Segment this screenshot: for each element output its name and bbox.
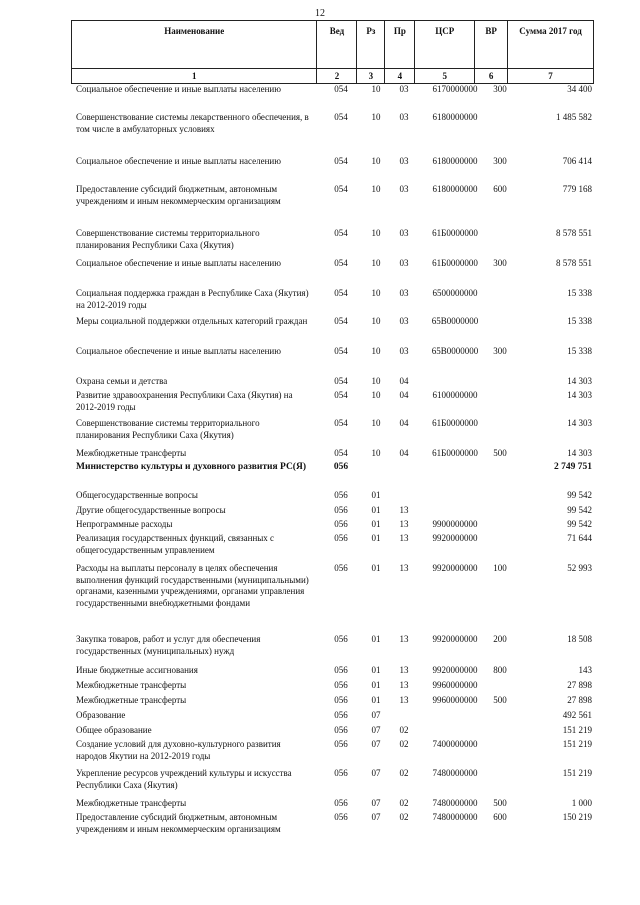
cell-pr: 13 (399, 505, 409, 515)
cell-sum: 779 168 (562, 184, 592, 194)
cell-ved: 056 (334, 695, 348, 705)
cell-vr: 300 (493, 346, 507, 356)
cell-ved: 054 (334, 288, 348, 298)
cell-sum: 27 898 (567, 695, 592, 705)
cell-sum: 2 749 751 (554, 462, 592, 472)
cell-pr: 02 (399, 768, 409, 778)
cell-rz: 10 (371, 258, 381, 268)
cell-sum: 14 303 (567, 376, 592, 386)
cell-name: Межбюджетные трансферты (76, 798, 187, 808)
cell-name: Министерство культуры и духовного развития РС(Я) (76, 462, 306, 472)
cell-csr: 61Б0000000 (432, 258, 478, 268)
cell-ved: 054 (334, 156, 348, 166)
col-number-1: 1 (72, 69, 317, 84)
cell-rz: 01 (371, 680, 381, 690)
cell-ved: 054 (334, 390, 348, 400)
cell-sum: 71 644 (567, 533, 592, 543)
cell-rz: 10 (371, 346, 381, 356)
cell-name: Непрограммные расходы (76, 519, 173, 529)
cell-name: Общее образование (76, 725, 152, 735)
cell-pr: 03 (399, 346, 409, 356)
cell-sum: 151 219 (562, 768, 592, 778)
cell-sum: 151 219 (562, 725, 592, 735)
cell-sum: 15 338 (567, 316, 592, 326)
cell-ved: 054 (334, 184, 348, 194)
col-header-name: Наименование (72, 21, 317, 69)
page-number: 12 (315, 8, 325, 19)
cell-sum: 1 000 (571, 798, 592, 808)
cell-csr: 7480000000 (432, 798, 478, 808)
cell-ved: 056 (334, 519, 348, 529)
col-number-5: 5 (415, 69, 475, 84)
cell-sum: 15 338 (567, 288, 592, 298)
cell-name: Совершенствование системы территориального планирования Республики Саха (Якутия) (76, 228, 260, 250)
cell-name: Расходы на выплаты персоналу в целях обеспечения выполнения функций государственными (муниципальными) органами, казенными учреждениями, органами управления государственными внебюджетными фондами (76, 563, 309, 608)
cell-ved: 056 (334, 680, 348, 690)
cell-name: Общегосударственные вопросы (76, 490, 198, 500)
cell-rz: 10 (371, 376, 381, 386)
cell-ved: 054 (334, 418, 348, 428)
cell-csr: 61Б0000000 (432, 418, 478, 428)
col-number-4: 4 (385, 69, 415, 84)
cell-ved: 056 (334, 634, 348, 644)
cell-ved: 056 (334, 739, 348, 749)
cell-rz: 07 (371, 739, 381, 749)
cell-ved: 054 (334, 84, 348, 94)
cell-csr: 9920000000 (432, 665, 478, 675)
cell-ved: 054 (334, 448, 348, 458)
cell-name: Совершенствование системы лекарственного обеспечения, в том числе в амбулаторных условиях (76, 112, 309, 134)
col-number-3: 3 (357, 69, 385, 84)
cell-ved: 054 (334, 316, 348, 326)
cell-vr: 500 (493, 448, 507, 458)
cell-vr: 200 (493, 634, 507, 644)
cell-name: Закупка товаров, работ и услуг для обеспечения государственных (муниципальных) нужд (76, 634, 261, 656)
cell-ved: 056 (334, 768, 348, 778)
cell-rz: 10 (371, 448, 381, 458)
cell-name: Социальное обеспечение и иные выплаты населению (76, 156, 281, 166)
col-number-2: 2 (317, 69, 357, 84)
cell-sum: 143 (578, 665, 592, 675)
cell-sum: 14 303 (567, 418, 592, 428)
cell-csr: 9900000000 (432, 519, 478, 529)
cell-ved: 056 (334, 490, 348, 500)
cell-ved: 054 (334, 112, 348, 122)
cell-name: Охрана семьи и детства (76, 376, 168, 386)
cell-csr: 9960000000 (432, 680, 478, 690)
cell-ved: 056 (334, 812, 348, 822)
col-number-6: 6 (475, 69, 508, 84)
cell-csr: 6180000000 (432, 184, 478, 194)
cell-pr: 13 (399, 665, 409, 675)
cell-csr: 6100000000 (432, 390, 478, 400)
cell-vr: 300 (493, 258, 507, 268)
cell-rz: 01 (371, 533, 381, 543)
cell-sum: 150 219 (562, 812, 592, 822)
cell-sum: 15 338 (567, 346, 592, 356)
cell-pr: 13 (399, 563, 409, 573)
cell-rz: 10 (371, 112, 381, 122)
cell-rz: 01 (371, 519, 381, 529)
cell-rz: 01 (371, 695, 381, 705)
cell-rz: 10 (371, 418, 381, 428)
cell-pr: 02 (399, 739, 409, 749)
cell-csr: 6500000000 (432, 288, 478, 298)
cell-sum: 492 561 (562, 710, 592, 720)
cell-name: Межбюджетные трансферты (76, 448, 187, 458)
cell-pr: 03 (399, 288, 409, 298)
cell-pr: 03 (399, 112, 409, 122)
cell-rz: 01 (371, 665, 381, 675)
cell-pr: 03 (399, 156, 409, 166)
cell-rz: 10 (371, 288, 381, 298)
cell-csr: 7480000000 (432, 812, 478, 822)
cell-rz: 01 (371, 563, 381, 573)
cell-csr: 9960000000 (432, 695, 478, 705)
cell-name: Совершенствование системы территориального планирования Республики Саха (Якутия) (76, 418, 260, 440)
cell-sum: 8 578 551 (556, 258, 592, 268)
cell-rz: 10 (371, 156, 381, 166)
cell-pr: 13 (399, 634, 409, 644)
cell-vr: 800 (493, 665, 507, 675)
cell-pr: 04 (399, 376, 409, 386)
cell-name: Межбюджетные трансферты (76, 680, 187, 690)
cell-sum: 52 993 (567, 563, 592, 573)
cell-sum: 27 898 (567, 680, 592, 690)
cell-csr: 65В0000000 (431, 316, 479, 326)
cell-rz: 01 (371, 505, 381, 515)
col-number-7: 7 (508, 69, 594, 84)
cell-csr: 9920000000 (432, 533, 478, 543)
cell-csr: 61Б0000000 (432, 228, 478, 238)
col-header-ved: Вед (317, 21, 357, 69)
cell-vr: 600 (493, 812, 507, 822)
cell-vr: 500 (493, 798, 507, 808)
cell-pr: 02 (399, 725, 409, 735)
cell-csr: 9920000000 (432, 563, 478, 573)
cell-pr: 03 (399, 228, 409, 238)
cell-rz: 07 (371, 812, 381, 822)
col-header-csr: ЦСР (415, 21, 475, 69)
col-header-vr: ВР (475, 21, 508, 69)
cell-ved: 056 (334, 710, 348, 720)
cell-rz: 01 (371, 634, 381, 644)
cell-sum: 99 542 (567, 505, 592, 515)
cell-ved: 056 (334, 725, 348, 735)
cell-ved: 056 (333, 462, 349, 472)
cell-vr: 500 (493, 695, 507, 705)
cell-pr: 04 (399, 418, 409, 428)
cell-rz: 07 (371, 710, 381, 720)
cell-sum: 8 578 551 (556, 228, 592, 238)
cell-name: Предоставление субсидий бюджетным, автономным учреждениям и иным некоммерческим организациям (76, 184, 281, 206)
cell-csr: 6170000000 (432, 84, 478, 94)
cell-name: Укрепление ресурсов учреждений культуры и искусства Республики Саха (Якутия) (76, 768, 292, 790)
cell-sum: 151 219 (562, 739, 592, 749)
cell-name: Предоставление субсидий бюджетным, автономным учреждениям и иным некоммерческим организациям (76, 812, 281, 834)
cell-vr: 300 (493, 84, 507, 94)
cell-sum: 99 542 (567, 490, 592, 500)
cell-name: Социальное обеспечение и иные выплаты населению (76, 346, 281, 356)
cell-csr: 7400000000 (432, 739, 478, 749)
cell-ved: 056 (334, 563, 348, 573)
cell-vr: 600 (493, 184, 507, 194)
cell-pr: 13 (399, 680, 409, 690)
cell-ved: 054 (334, 346, 348, 356)
cell-sum: 706 414 (562, 156, 592, 166)
cell-name: Иные бюджетные ассигнования (76, 665, 198, 675)
col-header-pr: Пр (385, 21, 415, 69)
cell-name: Создание условий для духовно-культурного развития народов Якутии на 2012-2019 годы (76, 739, 281, 761)
cell-pr: 02 (399, 812, 409, 822)
col-header-rz: Рз (357, 21, 385, 69)
cell-rz: 10 (371, 390, 381, 400)
cell-ved: 056 (334, 798, 348, 808)
cell-ved: 054 (334, 376, 348, 386)
col-header-sum: Сумма 2017 год (508, 21, 594, 69)
cell-rz: 10 (371, 316, 381, 326)
cell-name: Межбюджетные трансферты (76, 695, 187, 705)
cell-sum: 18 508 (567, 634, 592, 644)
cell-name: Социальное обеспечение и иные выплаты населению (76, 84, 281, 94)
cell-ved: 054 (334, 258, 348, 268)
cell-sum: 34 400 (567, 84, 592, 94)
cell-pr: 03 (399, 258, 409, 268)
cell-name: Развитие здравоохранения Республики Саха (Якутия) на 2012-2019 годы (76, 390, 293, 412)
cell-rz: 01 (371, 490, 381, 500)
cell-sum: 14 303 (567, 390, 592, 400)
cell-vr: 300 (493, 156, 507, 166)
cell-csr: 65В0000000 (431, 346, 479, 356)
cell-rz: 10 (371, 84, 381, 94)
cell-ved: 056 (334, 505, 348, 515)
cell-sum: 99 542 (567, 519, 592, 529)
cell-rz: 10 (371, 228, 381, 238)
cell-ved: 056 (334, 533, 348, 543)
cell-name: Меры социальной поддержки отдельных категорий граждан (76, 316, 308, 326)
cell-name: Реализация государственных функций, связанных с общегосударственным управлением (76, 533, 275, 555)
cell-pr: 03 (399, 184, 409, 194)
cell-sum: 14 303 (567, 448, 592, 458)
cell-ved: 056 (334, 665, 348, 675)
cell-ved: 054 (334, 228, 348, 238)
cell-pr: 13 (399, 695, 409, 705)
cell-csr: 61Б0000000 (432, 448, 478, 458)
cell-pr: 13 (399, 533, 409, 543)
cell-name: Социальное обеспечение и иные выплаты населению (76, 258, 281, 268)
cell-rz: 10 (371, 184, 381, 194)
cell-name: Образование (76, 710, 126, 720)
cell-pr: 04 (399, 390, 409, 400)
cell-csr: 9920000000 (432, 634, 478, 644)
cell-sum: 1 485 582 (556, 112, 592, 122)
cell-name: Другие общегосударственные вопросы (76, 505, 226, 515)
cell-pr: 13 (399, 519, 409, 529)
cell-csr: 6180000000 (432, 156, 478, 166)
cell-name: Социальная поддержка граждан в Республике Саха (Якутия) на 2012-2019 годы (76, 288, 309, 310)
cell-pr: 02 (399, 798, 409, 808)
cell-pr: 04 (399, 448, 409, 458)
cell-rz: 07 (371, 768, 381, 778)
cell-csr: 7480000000 (432, 768, 478, 778)
cell-pr: 03 (399, 316, 409, 326)
cell-csr: 6180000000 (432, 112, 478, 122)
cell-rz: 07 (371, 798, 381, 808)
cell-pr: 03 (399, 84, 409, 94)
cell-vr: 100 (493, 563, 507, 573)
cell-rz: 07 (371, 725, 381, 735)
